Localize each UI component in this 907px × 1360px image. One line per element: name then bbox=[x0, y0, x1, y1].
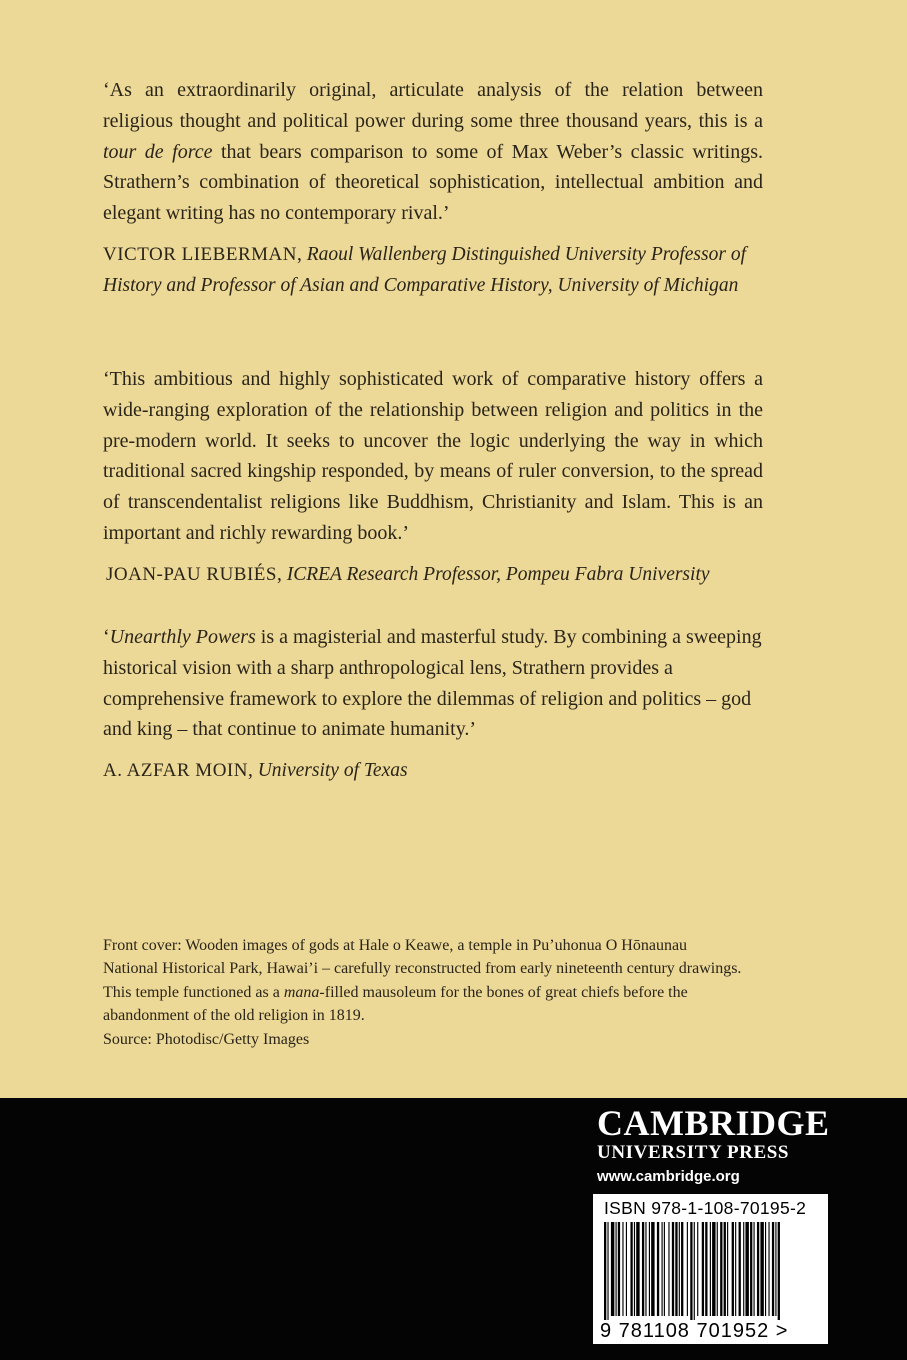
barcode-bar bbox=[651, 1222, 654, 1316]
author-name: JOAN-PAU RUBIÉS bbox=[106, 564, 277, 585]
credit-source: Source: Photodisc/Getty Images bbox=[103, 1030, 310, 1048]
barcode-bar bbox=[664, 1222, 665, 1316]
barcode-bar bbox=[712, 1222, 715, 1316]
barcode-bar bbox=[750, 1222, 752, 1316]
barcode-bar bbox=[668, 1222, 669, 1316]
attribution-rubies: JOAN-PAU RUBIÉS, ICREA Research Professor, Pompeu Fabra University bbox=[106, 564, 710, 585]
barcode-bar bbox=[604, 1222, 606, 1320]
barcode-bar bbox=[745, 1222, 748, 1316]
quote-moin bbox=[103, 622, 763, 745]
quote-text-end: is a magisterial and masterful study. By combining a sweeping historical vision with a sharp anthropological lens, Strathern provides a comprehensive framework to explore the dilemmas of religion and politics – god and king – that continue to animate humanity.’ bbox=[103, 626, 762, 741]
quote-text-end: that bears comparison to some of Max Weber’s classic writings. Strathern’s combination of theoretical sophistication, intellectual ambition and elegant writing has no contemporary rival.’ bbox=[103, 140, 763, 225]
barcode-bar bbox=[690, 1222, 692, 1320]
credit-italic: mana bbox=[283, 983, 320, 1001]
isbn-label: ISBN 978-1-108-70195-2 bbox=[604, 1198, 807, 1218]
publisher-name: CAMBRIDGE bbox=[597, 1103, 830, 1143]
barcode-bar bbox=[724, 1222, 726, 1316]
barcode-bar bbox=[645, 1222, 646, 1316]
barcode-bar bbox=[694, 1222, 695, 1320]
credit-text-end: -filled mausoleum for the bones of great chiefs before the abandonment of the old religion in 1819. bbox=[103, 983, 688, 1025]
quote-italic: tour de force bbox=[103, 140, 213, 163]
barcode-bar bbox=[662, 1222, 663, 1316]
barcode-bar bbox=[630, 1222, 632, 1316]
barcode-bar bbox=[765, 1222, 766, 1316]
attribution-moin: A. AZFAR MOIN, University of Texas bbox=[103, 760, 408, 781]
barcode-bar bbox=[687, 1222, 688, 1316]
quote-text: ‘As an extraordinarily original, articulate analysis of the relation between religious thought and political power during some three thousand years, this is a bbox=[103, 79, 763, 132]
author-affiliation: Raoul Wallenberg Distinguished University Professor of History and Professor of Asian and Comparative History, University of Michigan bbox=[103, 244, 746, 296]
barcode-bar bbox=[634, 1222, 635, 1316]
barcode-bar bbox=[611, 1222, 614, 1316]
cover-credit bbox=[103, 934, 743, 1051]
author-affiliation: ICREA Research Professor, Pompeu Fabra University bbox=[286, 564, 710, 585]
barcode-bar bbox=[760, 1222, 763, 1316]
publisher-url: www.cambridge.org bbox=[597, 1168, 740, 1185]
barcode-bar bbox=[732, 1222, 734, 1316]
quote-rubies bbox=[103, 364, 763, 549]
author-name: VICTOR LIEBERMAN bbox=[103, 244, 297, 265]
barcode-bar bbox=[642, 1222, 644, 1316]
attribution-lieberman: VICTOR LIEBERMAN, Raoul Wallenberg Distinguished University Professor of History and Professor of Asian and Comparative History, University of Michigan bbox=[103, 244, 746, 296]
barcode-bar bbox=[702, 1222, 704, 1316]
barcode-bar bbox=[679, 1222, 680, 1316]
barcode-digits: 9 781108 701952 > bbox=[600, 1320, 789, 1342]
quote-open-mark: ‘ bbox=[103, 626, 110, 648]
barcode-bar bbox=[720, 1222, 722, 1316]
credit-text: Front cover: Wooden images of gods at Hale o Keawe, a temple in Pu’uhonua O Hōnaunau National Historical Park, Hawai’i – carefully reconstructed from early nineteenth century drawings. This temple functioned as a bbox=[103, 937, 742, 1001]
quote-text: ‘This ambitious and highly sophisticated work of comparative history offers a wide-ranging exploration of the relationship between religion and politics in the pre-modern world. It seeks to uncover the logic underlying the way in which traditional sacred kingship responded, by means of ruler conversion, to the spread of transcendentalist religions like Buddhism, Christianity and Islam. This is an important and richly rewarding book.’ bbox=[103, 368, 763, 544]
barcode-bar bbox=[626, 1222, 627, 1316]
barcode-bar bbox=[757, 1222, 759, 1316]
barcode-bar bbox=[636, 1222, 639, 1316]
barcode-icon bbox=[604, 1222, 820, 1320]
barcode-bar bbox=[618, 1222, 620, 1316]
barcode-bar bbox=[768, 1222, 769, 1316]
barcode-bar bbox=[705, 1222, 707, 1316]
barcode-bar bbox=[622, 1222, 623, 1316]
quote-lieberman bbox=[103, 75, 763, 229]
barcode-bar bbox=[697, 1222, 698, 1316]
barcode-bar bbox=[739, 1222, 741, 1316]
barcode-bar bbox=[754, 1222, 755, 1316]
barcode-bar bbox=[775, 1222, 776, 1316]
barcode-bar bbox=[675, 1222, 677, 1316]
author-affiliation: University of Texas bbox=[257, 760, 408, 781]
author-name: A. AZFAR MOIN bbox=[103, 760, 248, 781]
barcode-bar bbox=[657, 1222, 659, 1316]
barcode-bar bbox=[672, 1222, 674, 1316]
barcode-bar bbox=[607, 1222, 608, 1320]
publisher-press: UNIVERSITY PRESS bbox=[597, 1142, 790, 1163]
barcode-bar bbox=[727, 1222, 728, 1316]
barcode-bar bbox=[743, 1222, 744, 1316]
barcode-bar bbox=[778, 1222, 780, 1320]
barcode-bar bbox=[616, 1222, 617, 1316]
barcode-bar bbox=[772, 1222, 774, 1316]
barcode-bar bbox=[735, 1222, 736, 1316]
barcode-bar bbox=[649, 1222, 650, 1316]
barcode-bar bbox=[717, 1222, 718, 1316]
publisher-logo bbox=[597, 1104, 830, 1185]
barcode-bar bbox=[681, 1222, 683, 1316]
barcode-bar bbox=[710, 1222, 711, 1316]
quote-italic: Unearthly Powers bbox=[109, 626, 256, 648]
